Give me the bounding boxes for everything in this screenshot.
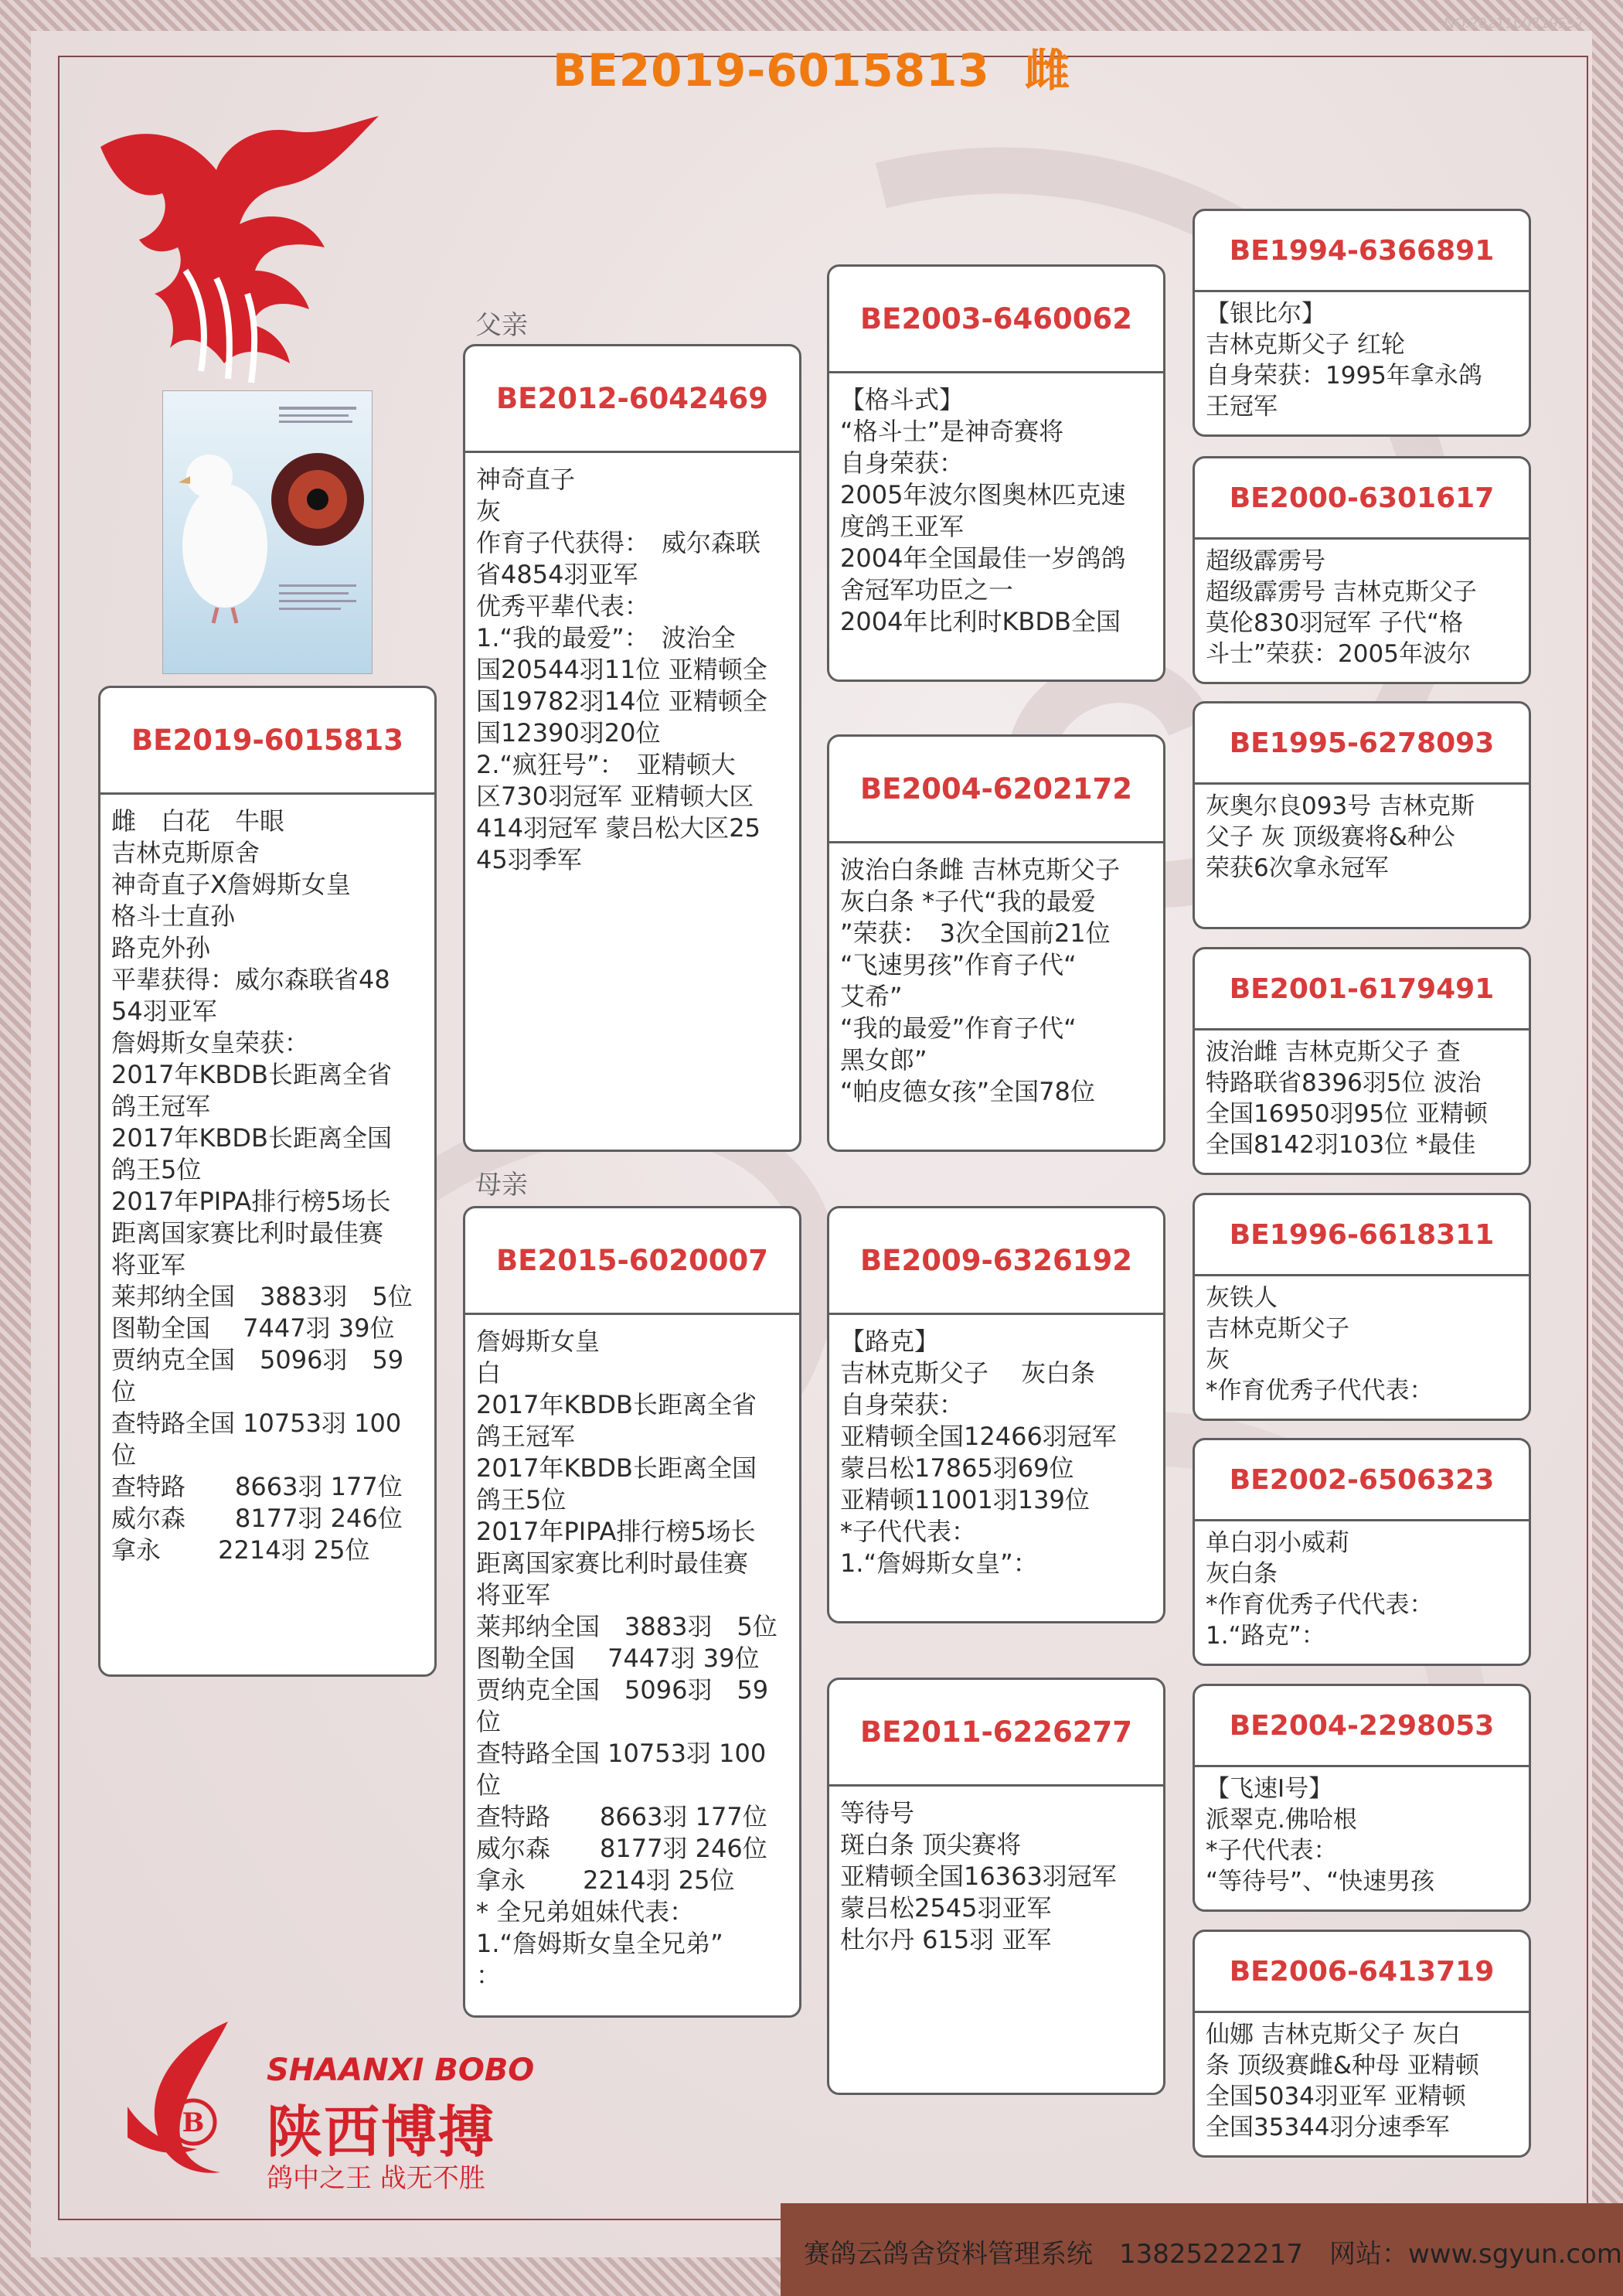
father-label: 父亲 (475, 310, 528, 341)
subject-card (98, 686, 437, 1677)
brand-name-english: SHAANXI BOBO (267, 2052, 535, 2088)
title-ring-number: BE2019-6015813 (552, 44, 990, 97)
sire-sire-card (827, 264, 1165, 682)
card-ring-number: BE2004-2298053 (1195, 1686, 1529, 1767)
great-grandparent-card-2 (1193, 456, 1531, 684)
shaanxi-bobo-logo-icon (112, 2014, 267, 2192)
card-details: 雌 白花 牛眼 吉林克斯原舍 神奇直子X詹姆斯女皇 格斗士直孙 路克外孙 平辈获得：威尔森联省48 54羽亚军 詹姆斯女皇荣获： 2017年KBDB长距离全省 鸽王冠军 2017年KBDB长距离全国 鸽王5位 2017年PIPA排行榜5场长 距离国家赛比利时最佳赛 将亚军 莱邦纳全国 3883羽 5位 图勒全国 7447羽 39位 贾纳克全国 5096羽 59 位 查特路全国 10753羽 100 位 查特路 8663羽 177位 威尔森 8177羽 246位 拿永 2214羽 25位 (111, 806, 413, 1565)
card-ring-number: BE1995-6278093 (1195, 703, 1529, 785)
card-details: 【银比尔】 吉林克斯父子 红轮 自身荣获：1995年拿永鸽 王冠军 (1206, 300, 1482, 421)
card-ring-number: BE2012-6042469 (465, 346, 799, 453)
card-ring-number: BE2011-6226277 (829, 1680, 1163, 1787)
card-details: 神奇直子 灰 作育子代获得： 威尔森联 省4854羽亚军 优秀平辈代表： 1.“我的最爱”： 波治全 国20544羽11位 亚精顿全 国19782羽14位 亚精顿全 国12390羽20位 2.“疯狂号”： 亚精顿大 区730羽冠军 亚精顿大区 414羽冠军 蒙吕松大区25 45羽季军 (476, 465, 767, 874)
dam-dam-card (827, 1678, 1165, 2095)
pigeon-cover-photo (162, 390, 373, 674)
card-ring-number: BE1996-6618311 (1195, 1195, 1529, 1276)
dam-card (463, 1206, 801, 2018)
phoenix-logo-icon (93, 116, 386, 394)
card-ring-number: BE2001-6179491 (1195, 949, 1529, 1030)
card-ring-number: BE2015-6020007 (465, 1208, 799, 1315)
mother-label: 母亲 (475, 1170, 528, 1201)
card-details: 灰奥尔良093号 吉林克斯 父子 灰 顶级赛将&种公 荣获6次拿永冠军 (1206, 792, 1475, 882)
card-details: 【格斗式】 “格斗士”是神奇赛将 自身荣获： 2005年波尔图奥林匹克速 度鸽王亚军 2004年全国最佳一岁鸽鸽 舍冠军功臣之一 2004年比利时KBDB全国 (840, 385, 1126, 636)
great-grandparent-card-4 (1193, 947, 1531, 1175)
card-ring-number: BE2002-6506323 (1195, 1440, 1529, 1521)
card-details: 【飞速I号】 派翠克.佛哈根 *子代代表： “等待号”、“快速男孩 (1206, 1775, 1435, 1896)
card-ring-number: BE2004-6202172 (829, 737, 1163, 843)
page-title (0, 34, 1623, 99)
card-details: 詹姆斯女皇 白 2017年KBDB长距离全省 鸽王冠军 2017年KBDB长距离全国 鸽王5位 2017年PIPA排行榜5场长 距离国家赛比利时最佳赛 将亚军 莱邦纳全国 3883羽 5位 图勒全国 7447羽 39位 贾纳克全国 5096羽 59 位 查特路全国 10753羽 100 位 查特路 8663羽 177位 威尔森 8177羽 246位 拿永 2214羽 25位 * 全兄弟姐妹代表： 1.“詹姆斯女皇全兄弟” ： (476, 1327, 777, 1990)
card-details: 超级霹雳号 超级霹雳号 吉林克斯父子 莫伦830羽冠军 子代“格 斗士”荣获：2005年波尔 (1206, 547, 1477, 668)
brand-slogan: 鸽中之王 战无不胜 (267, 2163, 485, 2194)
brand-name-chinese: 陕西博搏 (267, 2100, 496, 2165)
sire-card (463, 344, 801, 1152)
great-grandparent-card-1 (1193, 209, 1531, 437)
great-grandparent-card-3 (1193, 701, 1531, 929)
card-details: 单白羽小威莉 灰白条 *作育优秀子代代表： 1.“路克”： (1206, 1529, 1434, 1650)
card-ring-number: BE2019-6015813 (100, 688, 434, 795)
great-grandparent-card-7 (1193, 1684, 1531, 1912)
svg-text:B: B (182, 2107, 205, 2138)
great-grandparent-card-5 (1193, 1193, 1531, 1421)
card-ring-number: BE2009-6326192 (829, 1208, 1163, 1315)
card-details: 【路克】 吉林克斯父子 灰白条 自身荣获： 亚精顿全国12466羽冠军 蒙吕松17865羽69位 亚精顿11001羽139位 *子代代表： 1.“詹姆斯女皇”： (840, 1327, 1117, 1578)
document-number: NO.2021100719597 (1444, 15, 1584, 32)
card-ring-number: BE2003-6460062 (829, 267, 1163, 373)
card-ring-number: BE2006-6413719 (1195, 1932, 1529, 2013)
card-details: 灰铁人 吉林克斯父子 灰 *作育优秀子代代表： (1206, 1284, 1434, 1405)
card-details: 波治白条雌 吉林克斯父子 灰白条 *子代“我的最爱 ”荣获： 3次全国前21位 “飞速男孩”作育子代“ 艾希” “我的最爱”作育子代“ 黑女郎” “帕皮德女孩”全国78位 (840, 855, 1121, 1106)
title-sex: 雌 (1025, 44, 1071, 97)
card-ring-number: BE1994-6366891 (1195, 211, 1529, 292)
footer-contact: 赛鸽云鸽舍资料管理系统 13825222217 网站：www.sgyun.com (804, 2239, 1622, 2270)
card-details: 仙娜 吉林克斯父子 灰白 条 顶级赛雌&种母 亚精顿 全国5034羽亚军 亚精顿 全国35344羽分速季军 (1206, 2021, 1479, 2141)
great-grandparent-card-8 (1193, 1930, 1531, 2158)
sire-dam-card (827, 734, 1165, 1152)
card-ring-number: BE2000-6301617 (1195, 458, 1529, 540)
card-details: 等待号 斑白条 顶尖赛将 亚精顿全国16363羽冠军 蒙吕松2545羽亚军 杜尔丹 615羽 亚军 (840, 1798, 1117, 1954)
great-grandparent-card-6 (1193, 1438, 1531, 1666)
dam-sire-card (827, 1206, 1165, 1623)
card-details: 波治雌 吉林克斯父子 查 特路联省8396羽5位 波治 全国16950羽95位 亚精顿 全国8142羽103位 *最佳 (1206, 1038, 1488, 1159)
